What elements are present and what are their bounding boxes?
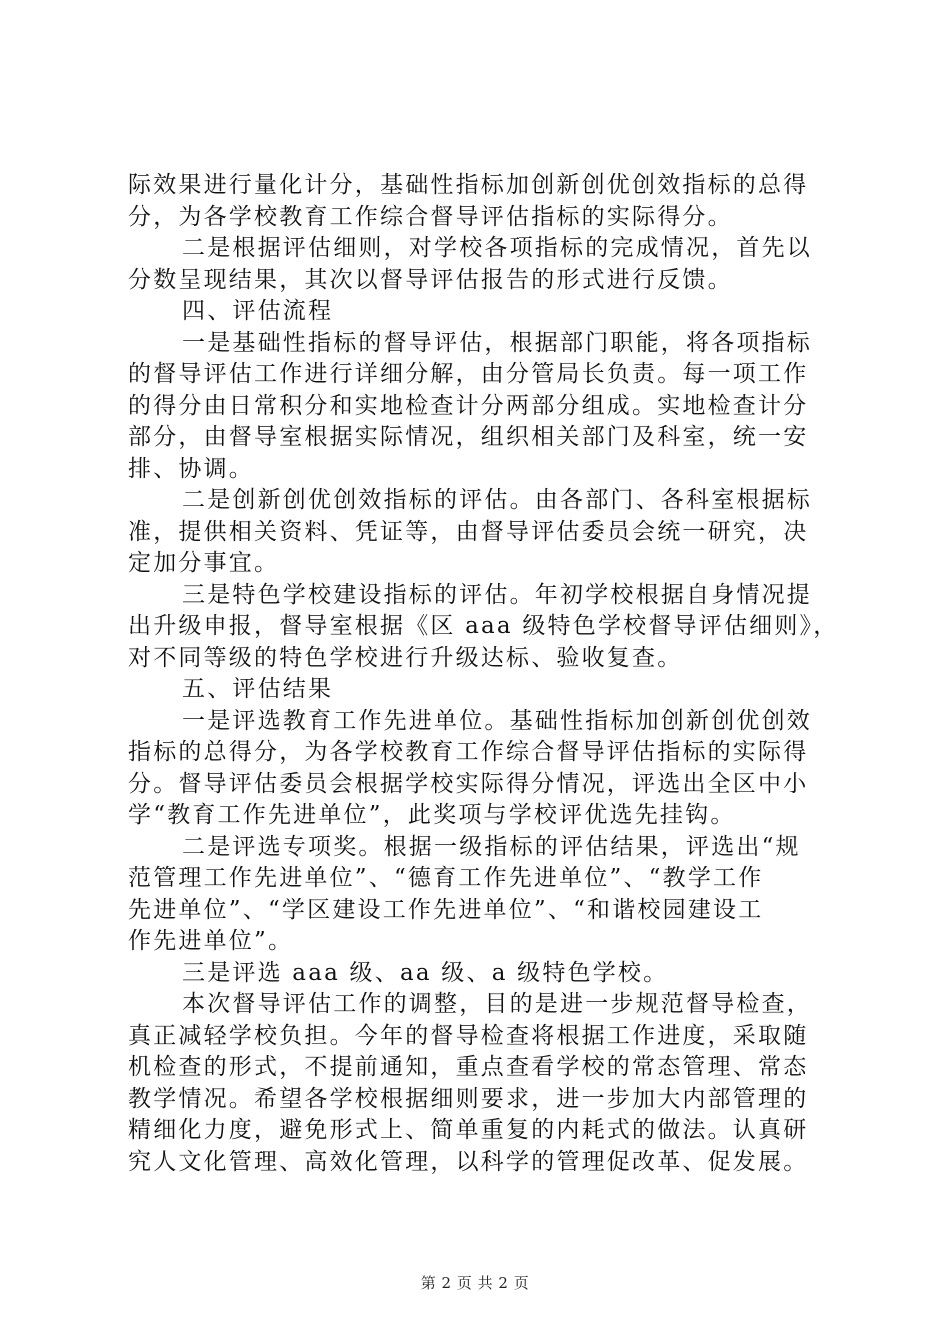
body-text-line: 三是特色学校建设指标的评估。年初学校根据自身情况提 [182,581,812,608]
body-text-line: 作先进单位”。 [128,928,294,954]
body-text-line: 五、评估结果 [182,676,334,702]
body-text-line: 本次督导评估工作的调整，目的是进一步规范督导检查， [182,991,812,1017]
body-text-line: 的督导评估工作进行详细分解，由分管局长负责。每一项工作 [128,361,809,387]
body-text-line: 出升级申报，督导室根据《区 aaa 级特色学校督导评估细则》， [128,613,839,639]
body-text-line: 三是评选 aaa 级、aa 级、a 级特色学校。 [182,959,669,986]
body-text-line: 对不同等级的特色学校进行升级达标、验收复查。 [128,644,683,671]
body-text-line: 范管理工作先进单位”、“德育工作先进单位”、“教学工作 [128,865,764,891]
body-text-line: 二是根据评估细则，对学校各项指标的完成情况，首先以 [182,235,812,261]
body-text-line: 四、评估流程 [182,298,334,324]
document-body [128,170,838,1178]
body-text-line: 指标的总得分，为各学校教育工作综合督导评估指标的实际得 [128,739,809,765]
page-footer: 第 2 页 共 2 页 [420,1274,530,1292]
body-text-line: 学“教育工作先进单位”，此奖项与学校评优选先挂钩。 [128,802,736,828]
body-text-line: 二是评选专项奖。根据一级指标的评估结果，评选出“规 [182,833,801,860]
body-text-line: 的得分由日常积分和实地检查计分两部分组成。实地检查计分 [128,392,809,419]
body-text-line: 分数呈现结果，其次以督导评估报告的形式进行反馈。 [128,266,733,293]
body-text-line: 精细化力度，避免形式上、简单重复的内耗式的做法。认真研 [128,1117,809,1143]
body-text-line: 排、协调。 [128,455,254,482]
body-text-line: 机检查的形式，不提前通知，重点查看学校的常态管理、常态 [128,1054,809,1080]
body-text-line: 二是创新创优创效指标的评估。由各部门、各科室根据标 [182,487,812,513]
body-text-line: 一是评选教育工作先进单位。基础性指标加创新创优创效 [182,707,812,734]
body-text-line: 分，为各学校教育工作综合督导评估指标的实际得分。 [128,203,733,230]
body-text-line: 准，提供相关资料、凭证等，由督导评估委员会统一研究，决 [128,518,809,545]
body-text-line: 一是基础性指标的督导评估，根据部门职能，将各项指标 [182,329,812,356]
body-text-line: 究人文化管理、高效化管理，以科学的管理促改革、促发展。 [128,1148,809,1175]
body-text-line: 定加分事宜。 [128,550,280,576]
body-text-line: 部分，由督导室根据实际情况，组织相关部门及科室，统一安 [128,424,809,450]
body-text-line: 先进单位”、“学区建设工作先进单位”、“和谐校园建设工 [128,896,764,923]
body-text-line: 分。督导评估委员会根据学校实际得分情况，评选出全区中小 [128,770,809,797]
body-text-line: 际效果进行量化计分，基础性指标加创新创优创效指标的总得 [128,172,809,198]
body-text-line: 真正减轻学校负担。今年的督导检查将根据工作进度，采取随 [128,1022,809,1049]
body-text-line: 教学情况。希望各学校根据细则要求，进一步加大内部管理的 [128,1085,809,1112]
